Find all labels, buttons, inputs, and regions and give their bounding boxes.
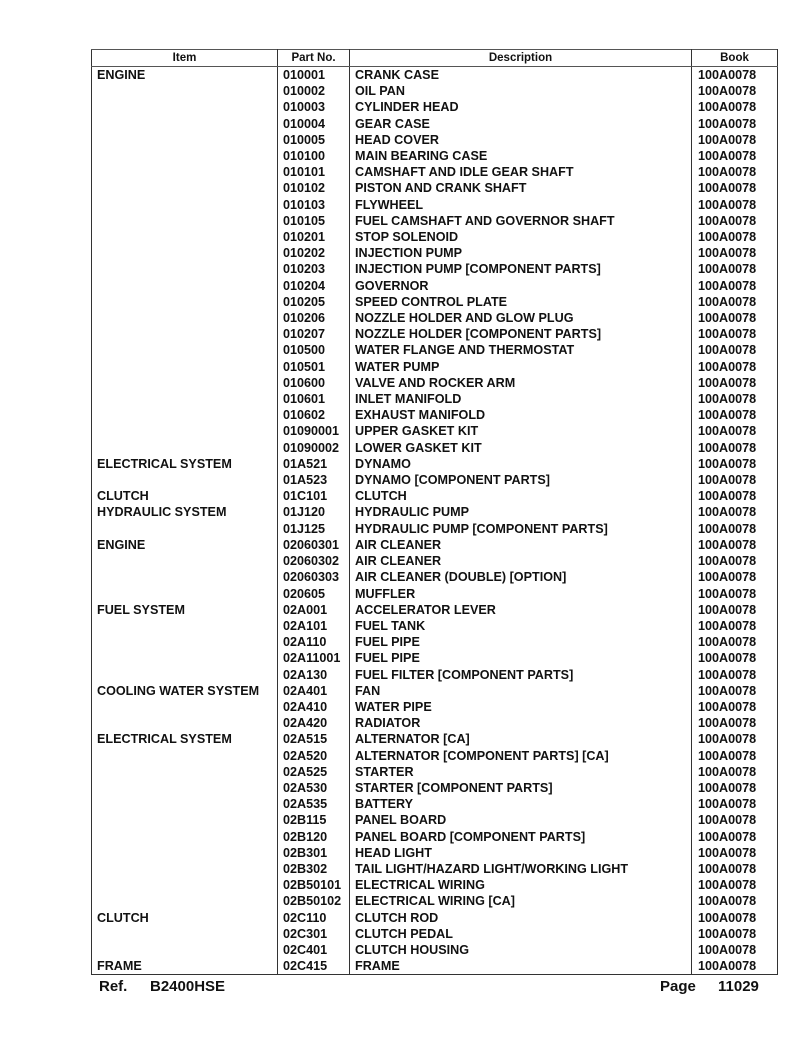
book-cell: 100A0078: [692, 472, 778, 488]
part-no-cell: 010102: [278, 180, 350, 196]
table-row: [92, 780, 778, 796]
table-row: [92, 213, 778, 229]
part-no-cell: 010501: [278, 359, 350, 375]
header-item: Item: [92, 50, 278, 67]
part-no-cell: 02B302: [278, 861, 350, 877]
part-no-cell: 010205: [278, 294, 350, 310]
table-row: [92, 715, 778, 731]
part-no-cell: 02A11001: [278, 650, 350, 666]
item-cell: [92, 180, 278, 196]
book-cell: 100A0078: [692, 99, 778, 115]
description-cell: FRAME: [350, 958, 692, 975]
description-cell: NOZZLE HOLDER [COMPONENT PARTS]: [350, 326, 692, 342]
description-cell: ELECTRICAL WIRING: [350, 877, 692, 893]
table-row: [92, 634, 778, 650]
item-cell: [92, 553, 278, 569]
item-cell: [92, 586, 278, 602]
book-cell: 100A0078: [692, 83, 778, 99]
book-cell: 100A0078: [692, 342, 778, 358]
book-cell: 100A0078: [692, 893, 778, 909]
part-no-cell: 010105: [278, 213, 350, 229]
table-row: [92, 197, 778, 213]
item-cell: FUEL SYSTEM: [92, 602, 278, 618]
description-cell: INLET MANIFOLD: [350, 391, 692, 407]
part-no-cell: 010601: [278, 391, 350, 407]
table-row: [92, 440, 778, 456]
description-cell: CRANK CASE: [350, 67, 692, 84]
item-cell: [92, 748, 278, 764]
item-cell: [92, 359, 278, 375]
part-no-cell: 02A410: [278, 699, 350, 715]
item-cell: [92, 116, 278, 132]
table-row: [92, 407, 778, 423]
table-row: [92, 132, 778, 148]
table-row: [92, 829, 778, 845]
table-row: [92, 310, 778, 326]
part-no-cell: 02A525: [278, 764, 350, 780]
part-no-cell: 02C401: [278, 942, 350, 958]
item-cell: [92, 213, 278, 229]
part-no-cell: 02B301: [278, 845, 350, 861]
book-cell: 100A0078: [692, 197, 778, 213]
table-row: [92, 148, 778, 164]
description-cell: FUEL CAMSHAFT AND GOVERNOR SHAFT: [350, 213, 692, 229]
item-cell: ELECTRICAL SYSTEM: [92, 456, 278, 472]
description-cell: FLYWHEEL: [350, 197, 692, 213]
item-cell: [92, 829, 278, 845]
table-row: [92, 958, 778, 975]
book-cell: 100A0078: [692, 958, 778, 975]
part-no-cell: 02B120: [278, 829, 350, 845]
header-description: Description: [350, 50, 692, 67]
description-cell: GEAR CASE: [350, 116, 692, 132]
description-cell: PANEL BOARD [COMPONENT PARTS]: [350, 829, 692, 845]
part-no-cell: 02060301: [278, 537, 350, 553]
book-cell: 100A0078: [692, 180, 778, 196]
description-cell: INJECTION PUMP: [350, 245, 692, 261]
table-row: [92, 699, 778, 715]
part-no-cell: 01A521: [278, 456, 350, 472]
part-no-cell: 01J125: [278, 521, 350, 537]
description-cell: FUEL PIPE: [350, 634, 692, 650]
item-cell: [92, 148, 278, 164]
book-cell: 100A0078: [692, 407, 778, 423]
page-footer: [0, 978, 800, 998]
part-no-cell: 010101: [278, 164, 350, 180]
table-row: [92, 359, 778, 375]
description-cell: CAMSHAFT AND IDLE GEAR SHAFT: [350, 164, 692, 180]
description-cell: LOWER GASKET KIT: [350, 440, 692, 456]
book-cell: 100A0078: [692, 780, 778, 796]
item-cell: ENGINE: [92, 67, 278, 84]
book-cell: 100A0078: [692, 278, 778, 294]
description-cell: WATER PUMP: [350, 359, 692, 375]
description-cell: HYDRAULIC PUMP: [350, 504, 692, 520]
part-no-cell: 01A523: [278, 472, 350, 488]
part-no-cell: 01090002: [278, 440, 350, 456]
table-row: [92, 83, 778, 99]
book-cell: 100A0078: [692, 731, 778, 747]
table-row: [92, 488, 778, 504]
description-cell: AIR CLEANER: [350, 553, 692, 569]
part-no-cell: 010003: [278, 99, 350, 115]
part-no-cell: 010004: [278, 116, 350, 132]
item-cell: [92, 278, 278, 294]
book-cell: 100A0078: [692, 650, 778, 666]
parts-table: [91, 49, 778, 975]
part-no-cell: 02A001: [278, 602, 350, 618]
item-cell: [92, 326, 278, 342]
table-row: [92, 748, 778, 764]
table-row: [92, 926, 778, 942]
table-row: [92, 618, 778, 634]
item-cell: [92, 650, 278, 666]
item-cell: [92, 861, 278, 877]
item-cell: [92, 229, 278, 245]
description-cell: HEAD COVER: [350, 132, 692, 148]
book-cell: 100A0078: [692, 553, 778, 569]
item-cell: ENGINE: [92, 537, 278, 553]
table-row: [92, 294, 778, 310]
description-cell: FUEL FILTER [COMPONENT PARTS]: [350, 667, 692, 683]
item-cell: [92, 472, 278, 488]
description-cell: PISTON AND CRANK SHAFT: [350, 180, 692, 196]
page-number: 11029: [718, 978, 759, 995]
part-no-cell: 02A535: [278, 796, 350, 812]
table-row: [92, 586, 778, 602]
item-cell: [92, 699, 278, 715]
table-row: [92, 391, 778, 407]
table-row: [92, 893, 778, 909]
description-cell: VALVE AND ROCKER ARM: [350, 375, 692, 391]
book-cell: 100A0078: [692, 148, 778, 164]
part-no-cell: 02C110: [278, 910, 350, 926]
book-cell: 100A0078: [692, 845, 778, 861]
book-cell: 100A0078: [692, 602, 778, 618]
book-cell: 100A0078: [692, 683, 778, 699]
table-row: [92, 116, 778, 132]
part-no-cell: 02C415: [278, 958, 350, 975]
description-cell: SPEED CONTROL PLATE: [350, 294, 692, 310]
item-cell: [92, 521, 278, 537]
part-no-cell: 01090001: [278, 423, 350, 439]
book-cell: 100A0078: [692, 326, 778, 342]
item-cell: FRAME: [92, 958, 278, 975]
item-cell: [92, 407, 278, 423]
part-no-cell: 010600: [278, 375, 350, 391]
description-cell: RADIATOR: [350, 715, 692, 731]
part-no-cell: 010206: [278, 310, 350, 326]
description-cell: HEAD LIGHT: [350, 845, 692, 861]
table-row: [92, 602, 778, 618]
description-cell: ACCELERATOR LEVER: [350, 602, 692, 618]
item-cell: [92, 634, 278, 650]
item-cell: [92, 440, 278, 456]
item-cell: [92, 423, 278, 439]
header-book: Book: [692, 50, 778, 67]
part-no-cell: 010002: [278, 83, 350, 99]
part-no-cell: 01C101: [278, 488, 350, 504]
description-cell: STARTER: [350, 764, 692, 780]
part-no-cell: 02A130: [278, 667, 350, 683]
description-cell: TAIL LIGHT/HAZARD LIGHT/WORKING LIGHT: [350, 861, 692, 877]
book-cell: 100A0078: [692, 748, 778, 764]
book-cell: 100A0078: [692, 699, 778, 715]
book-cell: 100A0078: [692, 423, 778, 439]
table-row: [92, 456, 778, 472]
item-cell: [92, 845, 278, 861]
item-cell: [92, 342, 278, 358]
book-cell: 100A0078: [692, 261, 778, 277]
description-cell: FUEL PIPE: [350, 650, 692, 666]
part-no-cell: 010204: [278, 278, 350, 294]
table-row: [92, 731, 778, 747]
book-cell: 100A0078: [692, 456, 778, 472]
table-row: [92, 812, 778, 828]
description-cell: MAIN BEARING CASE: [350, 148, 692, 164]
table-row: [92, 99, 778, 115]
description-cell: OIL PAN: [350, 83, 692, 99]
table-row: [92, 521, 778, 537]
part-no-cell: 010602: [278, 407, 350, 423]
description-cell: FAN: [350, 683, 692, 699]
book-cell: 100A0078: [692, 812, 778, 828]
description-cell: CLUTCH PEDAL: [350, 926, 692, 942]
item-cell: [92, 618, 278, 634]
item-cell: [92, 310, 278, 326]
parts-table-body: [92, 67, 778, 975]
description-cell: DYNAMO [COMPONENT PARTS]: [350, 472, 692, 488]
book-cell: 100A0078: [692, 861, 778, 877]
table-row: [92, 342, 778, 358]
part-no-cell: 02060303: [278, 569, 350, 585]
item-cell: [92, 764, 278, 780]
book-cell: 100A0078: [692, 796, 778, 812]
description-cell: ALTERNATOR [CA]: [350, 731, 692, 747]
item-cell: [92, 375, 278, 391]
description-cell: WATER PIPE: [350, 699, 692, 715]
table-row: [92, 245, 778, 261]
table-row: [92, 569, 778, 585]
description-cell: AIR CLEANER (DOUBLE) [OPTION]: [350, 569, 692, 585]
book-cell: 100A0078: [692, 391, 778, 407]
book-cell: 100A0078: [692, 942, 778, 958]
description-cell: CLUTCH ROD: [350, 910, 692, 926]
book-cell: 100A0078: [692, 67, 778, 84]
part-no-cell: 010100: [278, 148, 350, 164]
part-no-cell: 01J120: [278, 504, 350, 520]
table-row: [92, 164, 778, 180]
item-cell: [92, 294, 278, 310]
book-cell: 100A0078: [692, 715, 778, 731]
table-row: [92, 261, 778, 277]
parts-index-sheet: [91, 49, 777, 975]
description-cell: STARTER [COMPONENT PARTS]: [350, 780, 692, 796]
description-cell: UPPER GASKET KIT: [350, 423, 692, 439]
book-cell: 100A0078: [692, 667, 778, 683]
description-cell: INJECTION PUMP [COMPONENT PARTS]: [350, 261, 692, 277]
book-cell: 100A0078: [692, 488, 778, 504]
description-cell: PANEL BOARD: [350, 812, 692, 828]
part-no-cell: 02B50101: [278, 877, 350, 893]
page-label: Page: [660, 978, 696, 995]
item-cell: ELECTRICAL SYSTEM: [92, 731, 278, 747]
description-cell: STOP SOLENOID: [350, 229, 692, 245]
table-row: [92, 942, 778, 958]
book-cell: 100A0078: [692, 229, 778, 245]
item-cell: [92, 164, 278, 180]
part-no-cell: 02A401: [278, 683, 350, 699]
ref-label: Ref.: [99, 978, 128, 995]
header-part-no: Part No.: [278, 50, 350, 67]
book-cell: 100A0078: [692, 504, 778, 520]
item-cell: [92, 132, 278, 148]
part-no-cell: 02A515: [278, 731, 350, 747]
model-number: B2400HSE: [150, 978, 226, 995]
description-cell: GOVERNOR: [350, 278, 692, 294]
book-cell: 100A0078: [692, 132, 778, 148]
description-cell: DYNAMO: [350, 456, 692, 472]
item-cell: [92, 569, 278, 585]
table-row: [92, 877, 778, 893]
part-no-cell: 010207: [278, 326, 350, 342]
description-cell: EXHAUST MANIFOLD: [350, 407, 692, 423]
table-row: [92, 423, 778, 439]
description-cell: AIR CLEANER: [350, 537, 692, 553]
book-cell: 100A0078: [692, 164, 778, 180]
description-cell: HYDRAULIC PUMP [COMPONENT PARTS]: [350, 521, 692, 537]
part-no-cell: 02C301: [278, 926, 350, 942]
description-cell: NOZZLE HOLDER AND GLOW PLUG: [350, 310, 692, 326]
table-row: [92, 683, 778, 699]
table-row: [92, 504, 778, 520]
table-row: [92, 650, 778, 666]
table-row: [92, 278, 778, 294]
part-no-cell: 010203: [278, 261, 350, 277]
item-cell: [92, 391, 278, 407]
table-row: [92, 67, 778, 84]
description-cell: BATTERY: [350, 796, 692, 812]
description-cell: WATER FLANGE AND THERMOSTAT: [350, 342, 692, 358]
book-cell: 100A0078: [692, 926, 778, 942]
part-no-cell: 02B115: [278, 812, 350, 828]
book-cell: 100A0078: [692, 375, 778, 391]
item-cell: [92, 99, 278, 115]
table-row: [92, 375, 778, 391]
item-cell: COOLING WATER SYSTEM: [92, 683, 278, 699]
table-row: [92, 667, 778, 683]
table-row: [92, 764, 778, 780]
item-cell: [92, 197, 278, 213]
book-cell: 100A0078: [692, 537, 778, 553]
item-cell: [92, 926, 278, 942]
book-cell: 100A0078: [692, 618, 778, 634]
description-cell: ELECTRICAL WIRING [CA]: [350, 893, 692, 909]
part-no-cell: 02A520: [278, 748, 350, 764]
book-cell: 100A0078: [692, 634, 778, 650]
description-cell: MUFFLER: [350, 586, 692, 602]
part-no-cell: 02060302: [278, 553, 350, 569]
part-no-cell: 010500: [278, 342, 350, 358]
item-cell: HYDRAULIC SYSTEM: [92, 504, 278, 520]
description-cell: ALTERNATOR [COMPONENT PARTS] [CA]: [350, 748, 692, 764]
item-cell: [92, 245, 278, 261]
book-cell: 100A0078: [692, 569, 778, 585]
item-cell: [92, 942, 278, 958]
part-no-cell: 010001: [278, 67, 350, 84]
item-cell: [92, 780, 278, 796]
book-cell: 100A0078: [692, 877, 778, 893]
table-row: [92, 553, 778, 569]
description-cell: CLUTCH: [350, 488, 692, 504]
book-cell: 100A0078: [692, 586, 778, 602]
book-cell: 100A0078: [692, 310, 778, 326]
part-no-cell: 010103: [278, 197, 350, 213]
book-cell: 100A0078: [692, 521, 778, 537]
header-row: [92, 50, 778, 67]
table-row: [92, 229, 778, 245]
book-cell: 100A0078: [692, 116, 778, 132]
part-no-cell: 010005: [278, 132, 350, 148]
table-row: [92, 472, 778, 488]
book-cell: 100A0078: [692, 440, 778, 456]
item-cell: CLUTCH: [92, 488, 278, 504]
item-cell: CLUTCH: [92, 910, 278, 926]
description-cell: CLUTCH HOUSING: [350, 942, 692, 958]
book-cell: 100A0078: [692, 213, 778, 229]
table-row: [92, 180, 778, 196]
part-no-cell: 010202: [278, 245, 350, 261]
book-cell: 100A0078: [692, 764, 778, 780]
book-cell: 100A0078: [692, 359, 778, 375]
part-no-cell: 02A420: [278, 715, 350, 731]
item-cell: [92, 261, 278, 277]
item-cell: [92, 877, 278, 893]
book-cell: 100A0078: [692, 829, 778, 845]
item-cell: [92, 796, 278, 812]
book-cell: 100A0078: [692, 245, 778, 261]
table-row: [92, 796, 778, 812]
book-cell: 100A0078: [692, 910, 778, 926]
part-no-cell: 02A110: [278, 634, 350, 650]
table-row: [92, 845, 778, 861]
part-no-cell: 02A530: [278, 780, 350, 796]
book-cell: 100A0078: [692, 294, 778, 310]
table-row: [92, 861, 778, 877]
part-no-cell: 02B50102: [278, 893, 350, 909]
item-cell: [92, 812, 278, 828]
part-no-cell: 02A101: [278, 618, 350, 634]
item-cell: [92, 83, 278, 99]
part-no-cell: 010201: [278, 229, 350, 245]
table-row: [92, 910, 778, 926]
description-cell: CYLINDER HEAD: [350, 99, 692, 115]
item-cell: [92, 667, 278, 683]
item-cell: [92, 893, 278, 909]
description-cell: FUEL TANK: [350, 618, 692, 634]
table-row: [92, 326, 778, 342]
part-no-cell: 020605: [278, 586, 350, 602]
item-cell: [92, 715, 278, 731]
table-row: [92, 537, 778, 553]
